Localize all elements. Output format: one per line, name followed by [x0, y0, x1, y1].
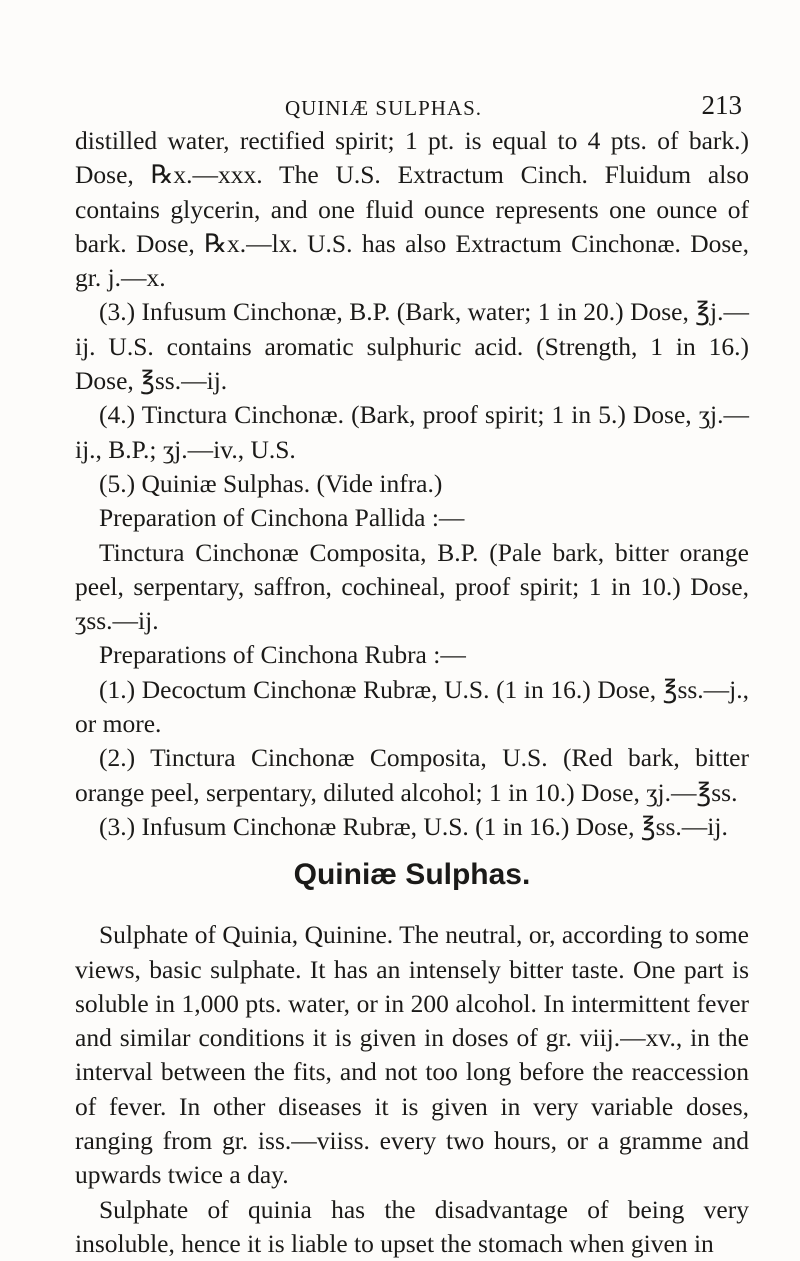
paragraph: (1.) Decoctum Cinchonæ Rubræ, U.S. (1 in 16.) Dose, ℥ss.—j., or more. — [75, 674, 749, 739]
section-title: Quiniæ Sulphas. — [293, 858, 531, 892]
paragraph: distilled water, rectified spirit; 1 pt. is equal to 4 pts. of bark.) Dose, ℞x.—xxx. The U.S. Extractum Cinch. Fluidum also contains glycerin, and one fluid ounce represents one ounce of bark. Dose, ℞x.—lx. U.S. has also Extractum Cinchonæ. Dose, gr. j.—x. — [75, 126, 749, 293]
body-text — [75, 124, 749, 1261]
paragraph: Sulphate of quinia has the disadvantage of being very insoluble, hence it is liable to upset the stomach when given in — [75, 1194, 749, 1258]
paragraph: Preparations of Cinchona Rubra :— — [99, 640, 466, 670]
paragraph: (3.) Infusum Cinchonæ, B.P. (Bark, water; 1 in 20.) Dose, ℥j.—ij. U.S. contains aromatic sulphuric acid. (Strength, 1 in 16.) Dose, ℥ss.—ij. — [75, 297, 749, 396]
paragraph: Tinctura Cinchonæ Composita, B.P. (Pale bark, bitter orange peel, serpentary, saffron, cochineal, proof spirit; 1 in 10.) Dose, ʒss.—ij. — [75, 537, 749, 636]
paragraph: (4.) Tinctura Cinchonæ. (Bark, proof spirit; 1 in 5.) Dose, ʒj.—ij., B.P.; ʒj.—iv., U.S. — [75, 400, 749, 464]
paragraph: (3.) Infusum Cinchonæ Rubræ, U.S. (1 in 16.) Dose, ℥ss.—ij. — [99, 811, 728, 841]
page-number: 213 — [701, 90, 742, 120]
paragraph: Preparation of Cinchona Pallida :— — [99, 503, 465, 533]
paragraph: (5.) Quiniæ Sulphas. (Vide infra.) — [99, 468, 443, 498]
running-head: QUINIÆ SULPHAS. — [285, 96, 483, 120]
paragraph: (2.) Tinctura Cinchonæ Composita, U.S. (Red bark, bitter orange peel, serpentary, diluted alcohol; 1 in 10.) Dose, ʒj.—℥ss. — [75, 743, 749, 807]
paragraph: Sulphate of Quinia, Quinine. The neutral, or, according to some views, basic sulphate. It has an intensely bitter taste. One part is soluble in 1,000 pts. water, or in 200 alcohol. In intermittent fever and similar conditions it is given in doses of gr. viij.—xv., in the interval between the fits, and not too long before the reaccession of fever. In other diseases it is given in very variable doses, ranging from gr. iss.—viiss. every two hours, or a gramme and upwards twice a day. — [75, 920, 749, 1190]
page-header — [75, 78, 742, 118]
